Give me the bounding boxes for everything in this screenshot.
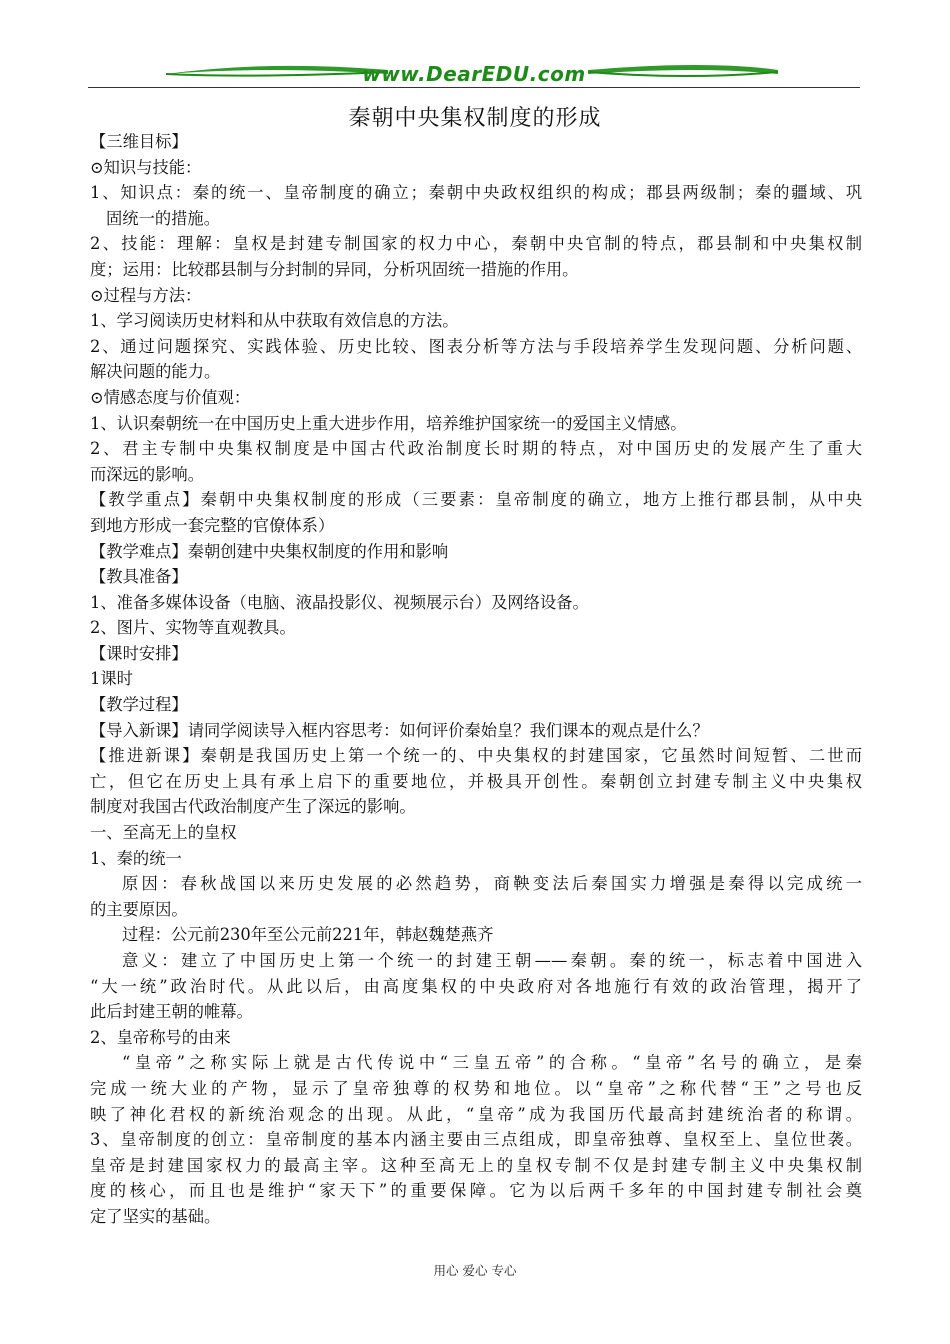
document-title: 秦朝中央集权制度的形成 xyxy=(348,106,602,131)
text-line: 皇帝是封建国家权力的最高主宰。这种至高无上的皇权专制不仅是封建专制主义中央集权制 xyxy=(90,1155,862,1175)
page-footer: 用心 爱心 专心 xyxy=(433,1263,517,1278)
text-line: 2、图片、实物等直观教具。 xyxy=(90,618,296,638)
header-divider xyxy=(88,87,860,88)
text-line: 1、学习阅读历史材料和从中获取有效信息的方法。 xyxy=(90,311,459,331)
text-line: 2、君主专制中央集权制度是中国古代政治制度长时期的特点，对中国历史的发展产生了重大 xyxy=(90,439,862,459)
text-line: 此后封建王朝的帷幕。 xyxy=(90,1002,253,1022)
text-line: 度；运用：比较郡县制与分封制的异同，分析巩固统一措施的作用。 xyxy=(90,259,579,279)
text-line: 制度对我国古代政治制度产生了深远的影响。 xyxy=(90,797,416,817)
text-line: 【推进新课】秦朝是我国历史上第一个统一的、中央集权的封建国家，它虽然时间短暂、二世而 xyxy=(90,746,862,766)
text-line: 1、认识秦朝统一在中国历史上重大进步作用，培养维护国家统一的爱国主义情感。 xyxy=(90,413,687,433)
text-line: “大一统”政治时代。从此以后，由高度集权的中央政府对各地施行有效的政治管理，揭开了 xyxy=(90,976,862,996)
text-line: 固统一的措施。 xyxy=(106,208,220,228)
text-line: ⊙知识与技能： xyxy=(90,157,202,177)
text-line: ⊙过程与方法： xyxy=(90,285,202,305)
text-line: ⊙情感态度与价值观： xyxy=(90,387,251,407)
text-line: 1课时 xyxy=(90,669,133,689)
text-line: 1、准备多媒体设备（电脑、液晶投影仪、视频展示台）及网络设备。 xyxy=(90,592,589,612)
text-line: 到地方形成一套完整的官僚体系） xyxy=(90,515,335,535)
text-line: 过程：公元前230年至公元前221年，韩赵魏楚燕齐 xyxy=(122,925,494,945)
text-line: 【导入新课】请同学阅读导入框内容思考：如何评价秦始皇？我们课本的观点是什么？ xyxy=(90,720,709,740)
text-line: 【教学难点】秦朝创建中央集权制度的作用和影响 xyxy=(90,541,449,561)
text-line: 解决问题的能力。 xyxy=(90,362,221,382)
subsection-heading: 2、皇帝称号的由来 xyxy=(90,1027,231,1047)
text-line: 【课时安排】 xyxy=(90,643,188,663)
site-logo-text: www.DearEDU.com xyxy=(362,62,586,86)
text-line: 完成一统大业的产物，显示了皇帝独尊的权势和地位。以“皇帝”之称代替“王”之号也反 xyxy=(90,1078,862,1098)
text-line: 度的核心，而且也是维护“家天下”的重要保障。它为以后两千多年的中国封建专制社会奠 xyxy=(90,1181,862,1201)
text-line: 亡，但它在历史上具有承上启下的重要地位，并极具开创性。秦朝创立封建专制主义中央集权 xyxy=(90,771,862,791)
text-line: 【三维目标】 xyxy=(90,132,188,151)
subsection-heading: 1、秦的统一 xyxy=(90,848,182,868)
document-body xyxy=(90,129,862,1230)
text-line: 【教学重点】秦朝中央集权制度的形成（三要素：皇帝制度的确立，地方上推行郡县制，从中央 xyxy=(90,490,862,510)
text-line: 1、知识点：秦的统一、皇帝制度的确立；秦朝中央政权组织的构成；郡县两级制；秦的疆域、巩 xyxy=(90,183,862,203)
text-line: 2、通过问题探究、实践体验、历史比较、图表分析等方法与手段培养学生发现问题、分析问题、 xyxy=(90,336,862,356)
text-line: 意义：建立了中国历史上第一个统一的封建王朝——秦朝。秦的统一，标志着中国进入 xyxy=(122,951,862,970)
text-line: 【教学过程】 xyxy=(90,695,188,715)
text-line: 的主要原因。 xyxy=(90,899,188,919)
text-line: 而深远的影响。 xyxy=(90,464,204,484)
section-heading: 一、至高无上的皇权 xyxy=(90,823,237,843)
text-line: 定了坚实的基础。 xyxy=(90,1206,221,1226)
text-line: “皇帝”之称实际上就是古代传说中“三皇五帝”的合称。“皇帝”名号的确立，是秦 xyxy=(122,1053,862,1073)
text-line: 3、皇帝制度的创立：皇帝制度的基本内涵主要由三点组成，即皇帝独尊、皇权至上、皇位世袭。 xyxy=(90,1130,862,1150)
text-line: 【教具准备】 xyxy=(90,567,188,587)
text-line: 映了神化君权的新统治观念的出现。从此，“皇帝”成为我国历代最高封建统治者的称谓。 xyxy=(90,1104,862,1124)
text-line: 2、技能：理解：皇权是封建专制国家的权力中心，秦朝中央官制的特点，郡县制和中央集权制 xyxy=(90,234,862,254)
text-line: 原因：春秋战国以来历史发展的必然趋势，商鞅变法后秦国实力增强是秦得以完成统一 xyxy=(122,874,862,894)
